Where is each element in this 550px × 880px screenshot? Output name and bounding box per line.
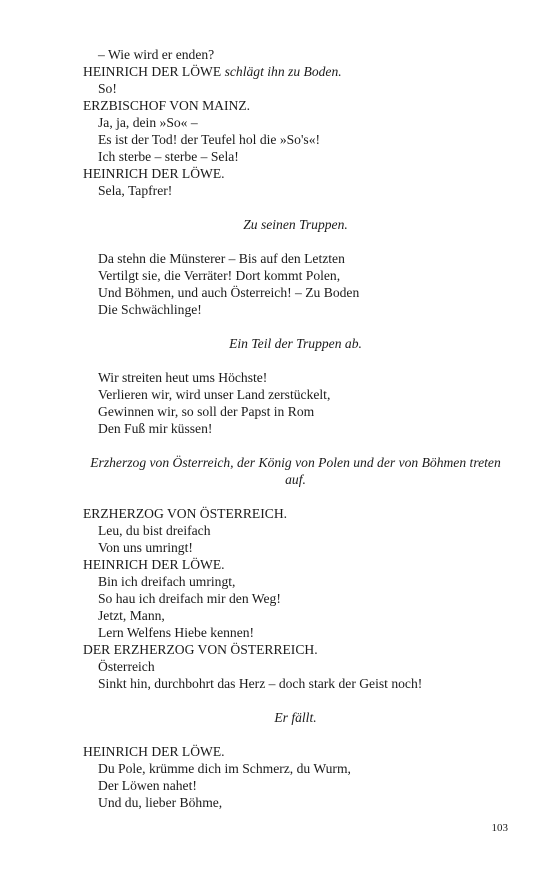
verse-line: Du Pole, krümme dich im Schmerz, du Wurm, (98, 761, 351, 776)
verse-line: Jetzt, Mann, (98, 608, 165, 623)
stage-direction-inline: schlägt ihn zu Boden. (224, 64, 342, 79)
stage-direction: Zu seinen Truppen. (243, 217, 348, 232)
verse-line: Verlieren wir, wird unser Land zerstückelt, (98, 387, 331, 402)
verse-line: Österreich (98, 659, 155, 674)
speaker-name: HEINRICH DER LÖWE. (83, 166, 225, 181)
stage-direction: Ein Teil der Truppen ab. (229, 336, 362, 351)
speaker-name: HEINRICH DER LÖWE (83, 64, 222, 79)
speaker-name: ERZHERZOG VON ÖSTERREICH. (83, 506, 288, 521)
verse-line: Gewinnen wir, so soll der Papst in Rom (98, 404, 315, 419)
verse-line: – Wie wird er enden? (98, 47, 215, 62)
verse-line: So! (98, 81, 117, 96)
verse-line: Sinkt hin, durchbohrt das Herz – doch stark der Geist noch! (98, 676, 423, 691)
speaker-name: DER ERZHERZOG VON ÖSTERREICH. (83, 642, 318, 657)
page-number: 103 (491, 822, 508, 834)
speaker-name: HEINRICH DER LÖWE. (83, 744, 225, 759)
speaker-name: HEINRICH DER LÖWE. (83, 557, 225, 572)
verse-line: Es ist der Tod! der Teufel hol die »So's«! (98, 132, 321, 147)
verse-line: So hau ich dreifach mir den Weg! (98, 591, 281, 606)
verse-line: Ja, ja, dein »So« – (98, 115, 198, 130)
verse-line: Sela, Tapfrer! (98, 183, 173, 198)
verse-line: Da stehn die Münsterer – Bis auf den Letzten (98, 251, 345, 266)
stage-direction: Er fällt. (274, 710, 317, 725)
play-text-page (83, 46, 508, 811)
verse-line: Ich sterbe – sterbe – Sela! (98, 149, 239, 164)
verse-line: Der Löwen nahet! (98, 778, 197, 793)
verse-line: Von uns umringt! (98, 540, 193, 555)
verse-line: Und du, lieber Böhme, (98, 795, 223, 810)
verse-line: Und Böhmen, und auch Österreich! – Zu Boden (98, 285, 360, 300)
verse-line: Den Fuß mir küssen! (98, 421, 213, 436)
speaker-with-direction (83, 63, 508, 80)
speaker-name: ERZBISCHOF VON MAINZ. (83, 98, 251, 113)
verse-line: Lern Welfens Hiebe kennen! (98, 625, 255, 640)
verse-line: Bin ich dreifach umringt, (98, 574, 236, 589)
verse-line: Leu, du bist dreifach (98, 523, 211, 538)
verse-line: Vertilgt sie, die Verräter! Dort kommt Polen, (98, 268, 341, 283)
verse-line: Die Schwächlinge! (98, 302, 202, 317)
verse-line: Wir streiten heut ums Höchste! (98, 370, 268, 385)
stage-direction: Erzherzog von Österreich, der König von Polen und der von Böhmen treten auf. (90, 455, 501, 487)
